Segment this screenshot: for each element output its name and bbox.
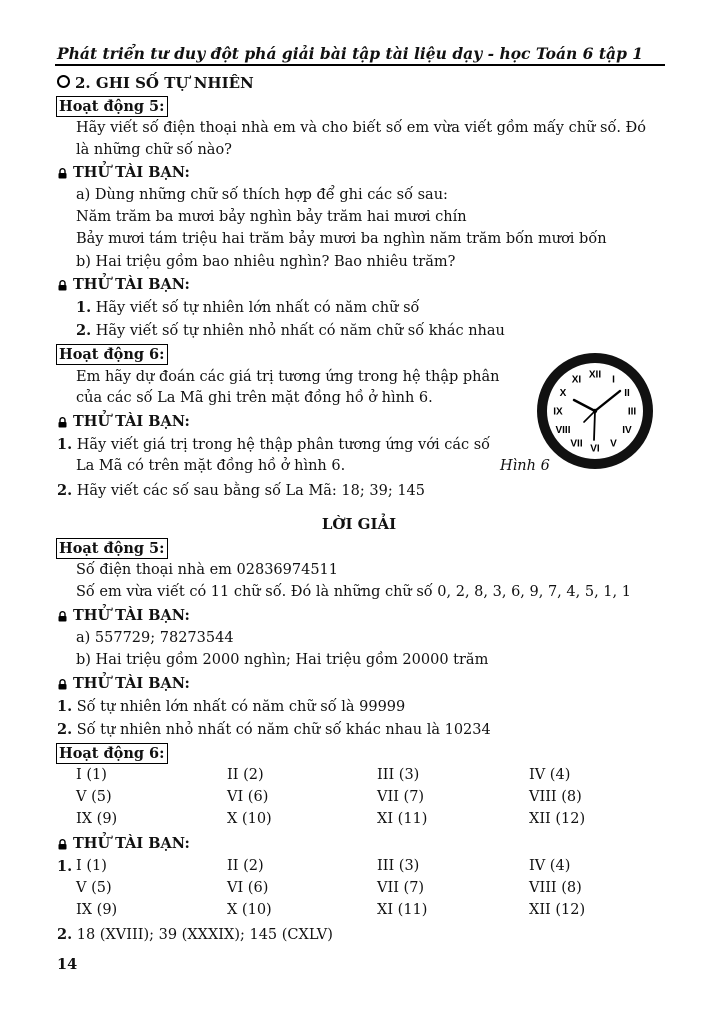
section-title: 2. GHI SỐ TỰ NHIÊN xyxy=(75,74,254,92)
item-number: 1. xyxy=(57,858,73,875)
try-heading-1 xyxy=(58,164,190,181)
roman-cell: XII (12) xyxy=(529,811,586,827)
try-3-item-1 xyxy=(57,436,490,453)
roman-cell: III (3) xyxy=(377,858,420,874)
roman-cell: X (10) xyxy=(227,811,272,827)
clock-numeral: IV xyxy=(622,425,632,436)
solution-try-3-item-2 xyxy=(57,926,333,943)
solution-try-heading-1-label: THỬ TÀI BẠN: xyxy=(73,607,190,624)
activity-5-text-1: Hãy viết số điện thoại nhà em và cho biết số em vừa viết gồm mấy chữ số. Đó xyxy=(76,120,646,136)
roman-cell: VII (7) xyxy=(377,789,425,805)
clock-figure xyxy=(536,352,654,470)
item-number: 1. xyxy=(76,299,92,316)
item-number: 2. xyxy=(76,322,92,339)
running-header: Phát triển tư duy đột phá giải bài tập tài liệu dạy - học Toán 6 tập 1 xyxy=(57,44,644,63)
solution-try-2-item-1 xyxy=(57,698,405,715)
item-text: Hãy viết số tự nhiên nhỏ nhất có năm chữ số khác nhau xyxy=(95,323,505,339)
activity-6-text-2: của các số La Mã ghi trên mặt đồng hồ ở hình 6. xyxy=(76,390,433,406)
clock-numeral: X xyxy=(559,388,567,399)
lock-icon xyxy=(58,611,67,621)
clock-numeral: III xyxy=(627,406,637,418)
clock-numeral: VI xyxy=(590,443,600,455)
try-heading-3 xyxy=(58,413,190,430)
item-text: Hãy viết số tự nhiên lớn nhất có năm chữ số xyxy=(95,300,420,316)
clock-svg xyxy=(536,352,654,470)
item-number: 1. xyxy=(57,698,73,715)
solution-activity-6-label: Hoạt động 6: xyxy=(56,743,168,764)
roman-cell: VII (7) xyxy=(377,880,425,896)
solution-try-2-item-2 xyxy=(57,721,491,738)
solution-activity-5-label: Hoạt động 5: xyxy=(56,538,168,559)
clock-numeral: VIII xyxy=(555,425,571,436)
roman-cell: I (1) xyxy=(76,858,107,874)
roman-cell: VIII (8) xyxy=(529,880,582,896)
solution-title: LỜI GIẢI xyxy=(321,515,397,533)
roman-cell: II (2) xyxy=(227,858,264,874)
solution-try-1-a: a) 557729; 78273544 xyxy=(76,630,234,646)
solution-try-heading-2 xyxy=(58,675,190,692)
activity-5-label: Hoạt động 5: xyxy=(56,96,168,117)
try-1-a: a) Dùng những chữ số thích hợp để ghi các số sau: xyxy=(76,187,448,203)
activity-6-label: Hoạt động 6: xyxy=(56,344,168,365)
roman-cell: XI (11) xyxy=(377,811,428,827)
solution-try-heading-3 xyxy=(58,835,190,852)
page-number: 14 xyxy=(57,956,78,973)
try-1-number-2: Bảy mươi tám triệu hai trăm bảy mươi ba nghìn năm trăm bốn mươi bốn xyxy=(76,231,607,247)
roman-cell: VIII (8) xyxy=(529,789,582,805)
try-1-number-1: Năm trăm ba mươi bảy nghìn bảy trăm hai mươi chín xyxy=(76,209,467,225)
clock-numeral: VII xyxy=(570,438,583,450)
roman-cell: VI (6) xyxy=(227,880,269,896)
roman-cell: XII (12) xyxy=(529,902,586,918)
roman-cell: XI (11) xyxy=(377,902,428,918)
roman-cell: III (3) xyxy=(377,767,420,783)
lock-icon xyxy=(58,168,67,178)
roman-cell: IX (9) xyxy=(76,902,118,918)
clock-numeral: XII xyxy=(588,369,602,381)
try-heading-2-label: THỬ TÀI BẠN: xyxy=(73,276,190,293)
clock-numeral: II xyxy=(624,388,630,399)
section-heading xyxy=(57,74,254,92)
clock-second-hand xyxy=(594,411,595,440)
clock-numeral: I xyxy=(612,374,615,386)
solution-try-1-b: b) Hai triệu gồm 2000 nghìn; Hai triệu gồm 20000 trăm xyxy=(76,652,489,668)
clock-numeral: IX xyxy=(553,406,563,418)
item-number: 1. xyxy=(57,436,73,453)
lock-icon xyxy=(58,839,67,849)
roman-cell: IV (4) xyxy=(529,767,571,783)
roman-cell: V (5) xyxy=(76,880,112,896)
circle-bullet-icon xyxy=(57,75,70,88)
try-1-b: b) Hai triệu gồm bao nhiêu nghìn? Bao nhiêu trăm? xyxy=(76,254,456,270)
try-2-item-1 xyxy=(76,299,419,316)
activity-6-text-1: Em hãy dự đoán các giá trị tương ứng trong hệ thập phân xyxy=(76,369,500,385)
item-text: Số tự nhiên lớn nhất có năm chữ số là 99999 xyxy=(76,699,406,715)
solution-try-heading-2-label: THỬ TÀI BẠN: xyxy=(73,675,190,692)
clock-center xyxy=(593,409,597,413)
roman-cell: II (2) xyxy=(227,767,264,783)
solution-activity-5-text-2: Số em vừa viết có 11 chữ số. Đó là những chữ số 0, 2, 8, 3, 6, 9, 7, 4, 5, 1, 1 xyxy=(76,584,631,600)
activity-5-text-2: là những chữ số nào? xyxy=(76,142,232,158)
solution-activity-5-text-1: Số điện thoại nhà em 02836974511 xyxy=(76,562,338,578)
item-text: Số tự nhiên nhỏ nhất có năm chữ số khác nhau là 10234 xyxy=(76,722,491,738)
item-number: 2. xyxy=(57,721,73,738)
try-heading-3-label: THỬ TÀI BẠN: xyxy=(73,413,190,430)
lock-icon xyxy=(58,280,67,290)
lock-icon xyxy=(58,679,67,689)
lock-icon xyxy=(58,417,67,427)
item-number: 2. xyxy=(57,482,73,499)
figure-caption: Hình 6 xyxy=(500,458,550,474)
roman-cell: VI (6) xyxy=(227,789,269,805)
roman-cell: IV (4) xyxy=(529,858,571,874)
roman-cell: I (1) xyxy=(76,767,107,783)
clock-numeral: XI xyxy=(571,374,582,386)
solution-try-heading-1 xyxy=(58,607,190,624)
item-text: Hãy viết giá trị trong hệ thập phân tương ứng với các số xyxy=(76,437,491,453)
clock-numeral: V xyxy=(610,438,617,450)
try-3-item-1-cont: La Mã có trên mặt đồng hồ ở hình 6. xyxy=(76,458,346,474)
item-text: 18 (XVIII); 39 (XXXIX); 145 (CXLV) xyxy=(76,927,333,943)
roman-cell: V (5) xyxy=(76,789,112,805)
try-3-item-2 xyxy=(57,482,425,499)
header-rule xyxy=(55,64,665,66)
try-heading-2 xyxy=(58,276,190,293)
roman-cell: IX (9) xyxy=(76,811,118,827)
solution-try-heading-3-label: THỬ TÀI BẠN: xyxy=(73,835,190,852)
try-2-item-2 xyxy=(76,322,505,339)
try-heading-1-label: THỬ TÀI BẠN: xyxy=(73,164,190,181)
roman-cell: X (10) xyxy=(227,902,272,918)
item-text: Hãy viết các số sau bằng số La Mã: 18; 39; 145 xyxy=(76,483,425,499)
item-number: 2. xyxy=(57,926,73,943)
